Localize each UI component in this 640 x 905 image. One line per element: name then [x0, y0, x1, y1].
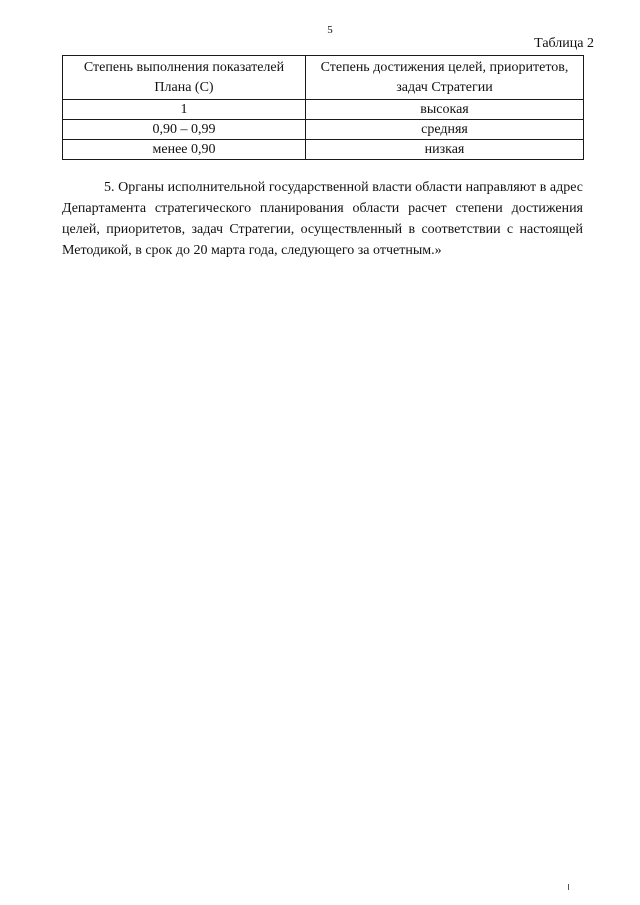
table-caption: Таблица 2 [534, 36, 594, 51]
table-cell: менее 0,90 [63, 140, 306, 160]
table-cell: низкая [306, 140, 584, 160]
body-paragraph: 5. Органы исполнительной государственной власти области направляют в адрес Департамента стратегического планирования области расчет степени достижения целей, приоритетов, задач Стратегии, осуществленный в соответствии с настоящей Методикой, в срок до 20 марта года, следующего за отчетным.» [62, 180, 583, 258]
table-row [63, 120, 584, 140]
table-header-cell: Степень достижения целей, приоритетов, задач Стратегии [306, 56, 584, 100]
table-cell: средняя [306, 120, 584, 140]
table-row [63, 140, 584, 160]
table-cell: высокая [306, 100, 584, 120]
table-header-row [63, 56, 584, 100]
scan-mark [568, 884, 569, 890]
data-table [62, 55, 584, 160]
table-cell: 1 [63, 100, 306, 120]
table-row [63, 100, 584, 120]
table-cell: 0,90 – 0,99 [63, 120, 306, 140]
page-number: 5 [327, 24, 333, 36]
table-header-cell: Степень выполнения показателей Плана (С) [63, 56, 306, 100]
